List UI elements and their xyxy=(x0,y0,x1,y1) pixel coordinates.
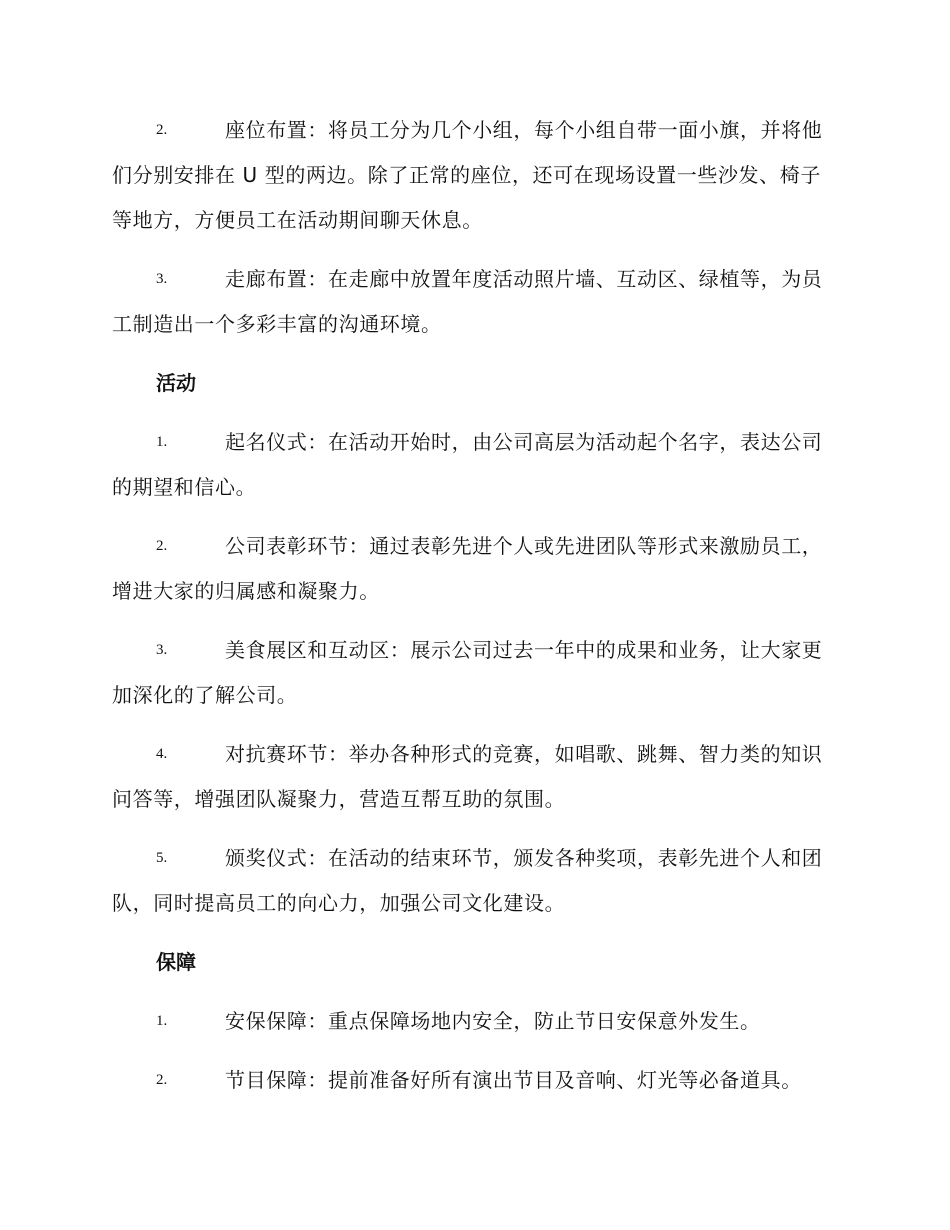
list-item-text: 走廊布置：在走廊中放置年度活动照片墙、互动区、绿植等，为员工制造出一个多彩丰富的沟通环境。 xyxy=(112,267,823,336)
list-item-number: 2. xyxy=(156,1072,168,1088)
list-item xyxy=(112,1058,834,1103)
list-item-number: 3. xyxy=(156,271,168,287)
list-item-number: 1. xyxy=(156,1013,168,1029)
list-item-text: 美食展区和互动区：展示公司过去一年中的成果和业务，让大家更加深化的了解公司。 xyxy=(112,638,823,707)
list-item-number: 5. xyxy=(156,850,168,866)
list-item-text: 起名仪式：在活动开始时，由公司高层为活动起个名字，表达公司的期望和信心。 xyxy=(112,430,823,499)
list-item-number: 1. xyxy=(156,434,168,450)
section-heading-activities: 活动 xyxy=(156,371,196,395)
list-item-text: 对抗赛环节：举办各种形式的竞赛，如唱歌、跳舞、智力类的知识问答等，增强团队凝聚力，营造互帮互助的氛围。 xyxy=(112,742,823,811)
list-item-number: 2. xyxy=(156,538,168,554)
list-item xyxy=(112,420,834,510)
list-item-number: 4. xyxy=(156,746,168,762)
list-item xyxy=(112,524,834,614)
list-item xyxy=(112,732,834,822)
list-item xyxy=(112,836,834,926)
list-item-text: 座位布置：将员工分为几个小组，每个小组自带一面小旗，并将他们分别安排在 U 型的两边。除了正常的座位，还可在现场设置一些沙发、椅子等地方，方便员工在活动期间聊天休息。 xyxy=(112,118,823,232)
list-item xyxy=(112,999,834,1044)
list-item-number: 2. xyxy=(156,122,168,138)
list-item-text: 公司表彰环节：通过表彰先进个人或先进团队等形式来激励员工，增进大家的归属感和凝聚力。 xyxy=(112,534,823,603)
list-item-number: 3. xyxy=(156,642,168,658)
list-item-text: 节目保障：提前准备好所有演出节目及音响、灯光等必备道具。 xyxy=(225,1068,802,1092)
section-heading-guarantees: 保障 xyxy=(156,950,196,974)
list-item xyxy=(112,108,834,243)
list-item xyxy=(112,257,834,347)
list-item xyxy=(112,628,834,718)
list-item-text: 颁奖仪式：在活动的结束环节，颁发各种奖项，表彰先进个人和团队，同时提高员工的向心力，加强公司文化建设。 xyxy=(112,846,823,915)
document-body xyxy=(112,108,834,1117)
list-item-text: 安保保障：重点保障场地内安全，防止节日安保意外发生。 xyxy=(225,1009,761,1033)
